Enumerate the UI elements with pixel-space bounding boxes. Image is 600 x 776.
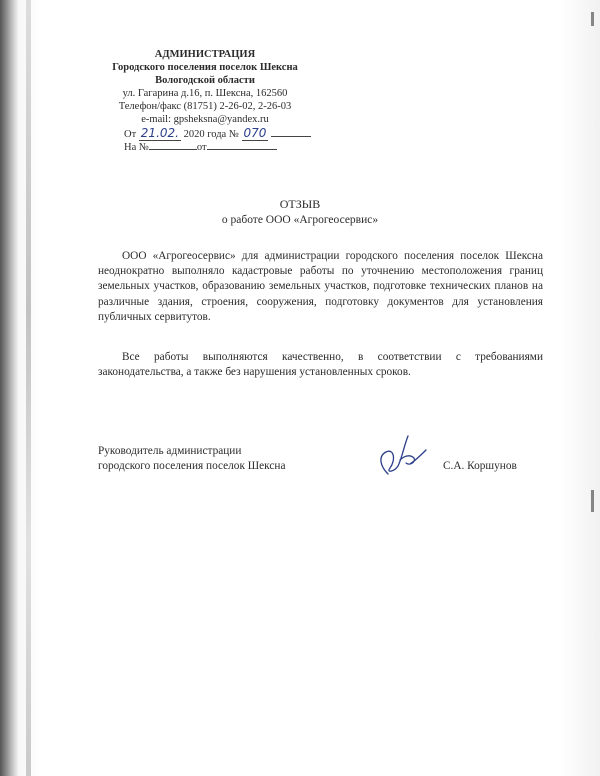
letterhead-email: e-mail: gpsheksna@yandex.ru [141, 114, 269, 125]
ref-number-blank [149, 139, 197, 150]
letterhead-address: ул. Гагарина д.16, п. Шексна, 162560 [122, 88, 288, 99]
number-blank [271, 126, 311, 137]
signature-stroke [381, 436, 426, 474]
body-paragraph: ООО «Агрогеосервис» для администрации городского поселения поселок Шексна неоднократно выполняло кадастровые работы по уточнению местоположения границ земельных участков, образованию земельных участков, подготовке технических планов на различные здания, строения, сооружения, подготовку документов для установления публичных сервитутов. [98, 250, 543, 323]
ref-prefix: На № [124, 142, 149, 153]
handwritten-date: 21.02. [140, 126, 179, 140]
ref-date-blank [207, 139, 277, 150]
scan-mark [591, 490, 594, 512]
scan-edge-strip [26, 0, 31, 776]
letterhead-phone: Телефон/факс (81751) 2-26-02, 2-26-03 [118, 101, 292, 112]
signatory-name: С.А. Коршунов [443, 460, 517, 472]
document-subtitle: о работе ООО «Агрогеосервис» [221, 214, 379, 226]
document-title: ОТЗЫВ [279, 197, 321, 211]
body-paragraph: Все работы выполняются качественно, в соответствии с требованиями законодательства, а также без нарушения установленных сроков. [98, 351, 543, 379]
signatory-position-line: Руководитель администрации [98, 445, 242, 457]
signatory-position [98, 444, 285, 474]
date-year: 2020 года [183, 129, 227, 140]
letterhead [100, 48, 310, 126]
reference-line [124, 139, 277, 154]
letterhead-org: АДМИНИСТРАЦИЯ [154, 49, 256, 60]
handwritten-number: 070 [243, 126, 267, 140]
letterhead-settlement: Городского поселения поселок Шексна [112, 62, 298, 73]
handwritten-signature [370, 430, 430, 480]
scan-mark [591, 12, 594, 26]
ref-mid: от [196, 142, 207, 153]
scan-edge-shadow [0, 0, 18, 776]
signatory-position-line: городского поселения поселок Шексна [98, 460, 286, 472]
letterhead-region: Вологодской области [155, 75, 255, 86]
number-sign: № [228, 129, 239, 140]
date-prefix: От [124, 129, 137, 140]
